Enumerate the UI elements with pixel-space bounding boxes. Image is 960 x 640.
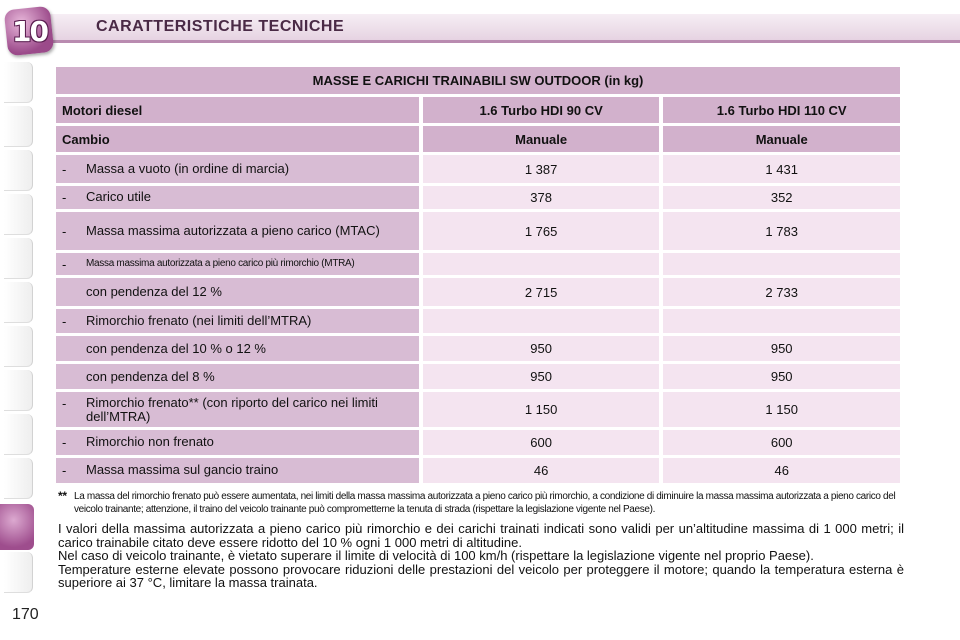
row-value-col1: 600 [423,430,660,455]
header-label-engine: Motori diesel [56,97,419,123]
body-paragraph-speed: Nel caso di veicolo trainante, è vietato superare il limite di velocità di 100 km/h (rispettare la legislazione vigente nel proprio Paese). [58,548,814,563]
chapter-tab[interactable] [4,194,33,235]
row-label: con pendenza del 12 % [86,284,222,299]
table-row [56,336,900,361]
row-value-col2 [663,309,900,333]
chapter-tab[interactable] [4,238,33,279]
row-value-col1: 2 715 [423,278,660,306]
table-row [56,212,900,250]
table-row [56,155,900,183]
header-label-gearbox: Cambio [56,126,419,152]
chapter-tab[interactable] [4,370,33,411]
body-text [58,522,904,590]
chapter-tab-active[interactable] [0,504,34,550]
table-row [56,253,900,275]
row-dash: - [62,313,67,329]
row-value-col2: 1 783 [663,212,900,250]
header-engine-col1: 1.6 Turbo HDI 90 CV [423,97,660,123]
header-engine-col2: 1.6 Turbo HDI 110 CV [663,97,900,123]
row-label: Rimorchio non frenato [86,434,214,449]
table-title: MASSE E CARICHI TRAINABILI SW OUTDOOR (in kg) [56,67,900,94]
row-dash: - [62,161,67,177]
row-value-col1 [423,253,660,275]
row-value-col2 [663,253,900,275]
footnote-text: La massa del rimorchio frenato può essere aumentata, nei limiti della massa massima autorizzata a pieno carico più rimorchio, a condizione di diminuire la massa massima autorizzata a pieno carico del veicolo trainante; attenzione, il traino del veicolo trainante può comprometterne la tenuta di strada (rispettare la legislazione vigente nel Paese). [74,491,896,515]
row-value-col2: 352 [663,186,900,209]
row-value-col2: 1 431 [663,155,900,183]
body-paragraph-altitude: I valori della massima autorizzata a pieno carico più rimorchio e dei carichi trainati indicati sono validi per un’altitudine massima di 1 000 metri; il carico trainabile citato deve essere ridotto del 10 % ogni 1 000 metri di altitudine. [58,521,904,550]
footnote-mark: ** [58,489,67,503]
header-gearbox-col1: Manuale [423,126,660,152]
row-dash: - [62,395,67,411]
page-title: CARATTERISTICHE TECNICHE [96,18,345,35]
body-paragraph-temperature: Temperature esterne elevate possono provocare riduzioni delle prestazioni del veicolo per proteggere il motore; quando la temperatura esterna è superiore ai 37 °C, limitare la massa trainata. [58,561,904,590]
table-row [56,458,900,483]
row-value-col2: 950 [663,336,900,361]
row-label: con pendenza del 8 % [86,368,215,384]
row-value-col2: 950 [663,364,900,389]
specs-table [52,64,904,486]
chapter-tab[interactable] [4,62,33,103]
table-row [56,278,900,306]
row-value-col1: 1 150 [423,392,660,427]
row-label: Massa massima autorizzata a pieno carico più rimorchio (MTRA) [86,257,355,269]
table-row [56,392,900,427]
row-label: Rimorchio frenato (nei limiti dell’MTRA) [86,312,312,328]
chapter-badge [4,6,55,57]
header-gearbox-col2: Manuale [663,126,900,152]
specs-table-wrapper [56,64,904,486]
row-label: Massa massima sul gancio traino [86,462,279,477]
row-value-col1: 1 387 [423,155,660,183]
row-dash: - [62,463,67,478]
row-dash: - [62,435,67,450]
table-row [56,309,900,333]
chapter-tab[interactable] [4,326,33,367]
row-value-col2: 600 [663,430,900,455]
chapter-tab[interactable] [4,458,33,499]
row-label: Massa a vuoto (in ordine di marcia) [86,160,290,176]
row-dash: - [62,190,67,205]
row-value-col2: 46 [663,458,900,483]
chapter-tab[interactable] [4,552,33,593]
row-value-col2: 2 733 [663,278,900,306]
row-label: con pendenza del 10 % o 12 % [86,340,266,356]
chapter-tab[interactable] [4,282,33,323]
row-value-col1: 46 [423,458,660,483]
row-value-col1: 378 [423,186,660,209]
row-value-col2: 1 150 [663,392,900,427]
table-row [56,186,900,209]
page-header [0,0,960,56]
row-dash: - [62,223,67,239]
footnote [58,490,908,516]
row-label: Massa massima autorizzata a pieno carico (MTAC) [86,222,380,238]
chapter-number: 10 [11,14,47,48]
row-label: Carico utile [86,189,152,204]
row-value-col1 [423,309,660,333]
row-value-col1: 950 [423,336,660,361]
page-number: 170 [12,606,39,623]
table-row [56,364,900,389]
chapter-tab[interactable] [4,414,33,455]
table-row [56,430,900,455]
chapter-tabs [0,62,40,582]
chapter-tab[interactable] [4,150,33,191]
row-dash: - [62,256,67,272]
row-label: Rimorchio frenato** (con riporto del carico nei limiti dell’MTRA) [86,394,378,424]
row-value-col1: 950 [423,364,660,389]
row-value-col1: 1 765 [423,212,660,250]
chapter-tab[interactable] [4,106,33,147]
